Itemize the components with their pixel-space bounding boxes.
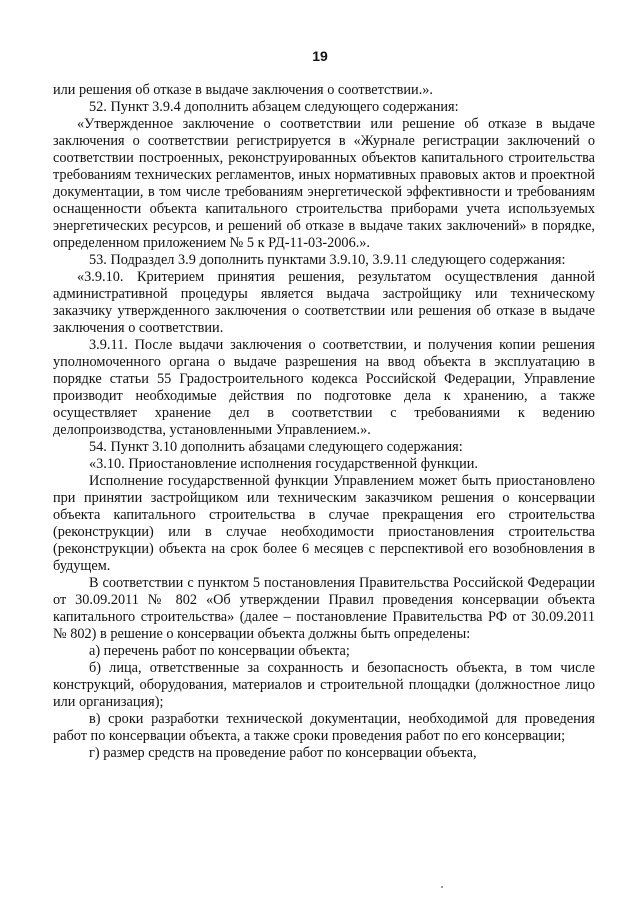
list-item: б) лица, ответственные за сохранность и безопасность объекта, в том числе конструкций, оборудования, материалов и строительной площадки (должностное лицо или организация); <box>53 660 595 710</box>
paragraph: «3.10. Приостановление исполнения государственной функции. <box>89 456 478 472</box>
paragraph: «Утвержденное заключение о соответствии или решение об отказе в выдаче заключения о соответствии регистрируется в «Журнале регистрации заключений о соответствии построенных, реконструированных объектов капитального строительства требованиям технических регламентов, иных нормативных правовых актов и проектной документации, в том числе требованиям энергетической эффективности и требованиям оснащенности объекта капитального строительства приборами учета используемых энергетических ресурсов, и решений об отказе в выдаче таких заключений» в порядке, определенном приложением № 5 к РД-11-03-2006.». <box>53 116 595 251</box>
paragraph: «3.9.10. Критерием принятия решения, результатом осуществления данной административной процедуры является выдача застройщику или техническому заказчику утвержденного заключения о соответствии или решения об отказе в выдаче заключения о соответствии. <box>53 269 595 336</box>
paragraph: Исполнение государственной функции Управлением может быть приостановлено при принятии застройщиком или техническим заказчиком решения о консервации объекта капитального строительства в случае прекращения его строительства (реконструкции) или в случае необходимости приостановления строительства (реконструкции) объекта на срок более 6 месяцев с перспективой его возобновления в будущем. <box>53 473 595 574</box>
paragraph: 52. Пункт 3.9.4 дополнить абзацем следующего содержания: <box>89 99 459 115</box>
body-text <box>53 82 595 762</box>
scan-speck <box>441 886 443 888</box>
list-item: а) перечень работ по консервации объекта; <box>89 643 350 659</box>
paragraph: 54. Пункт 3.10 дополнить абзацами следующего содержания: <box>89 439 463 455</box>
paragraph: В соответствии с пунктом 5 постановления Правительства Российской Федерации от 30.09.2011 № 802 «Об утверждении Правил проведения консервации объекта капитального строительства» (далее – постановление Правительства РФ от 30.09.2011 № 802) в решение о консервации объекта должны быть определены: <box>53 575 595 642</box>
paragraph: 3.9.11. После выдачи заключения о соответствии, и получения копии решения уполномоченного органа о выдаче разрешения на ввод объекта в эксплуатацию в порядке статьи 55 Градостроительного кодекса Российской Федерации, Управление производит необходимые действия по подготовке дела к хранению, а также осуществляет хранение дел в соответствии с требованиями к ведению делопроизводства, установленными Управлением.». <box>53 337 595 438</box>
page-number: 19 <box>312 48 328 64</box>
list-item: в) сроки разработки технической документации, необходимой для проведения работ по консервации объекта, а также сроки проведения работ по его консервации; <box>53 711 595 744</box>
list-item: г) размер средств на проведение работ по консервации объекта, <box>89 745 477 761</box>
paragraph: 53. Подраздел 3.9 дополнить пунктами 3.9.10, 3.9.11 следующего содержания: <box>89 252 566 268</box>
paragraph: или решения об отказе в выдаче заключения о соответствии.». <box>53 82 433 98</box>
